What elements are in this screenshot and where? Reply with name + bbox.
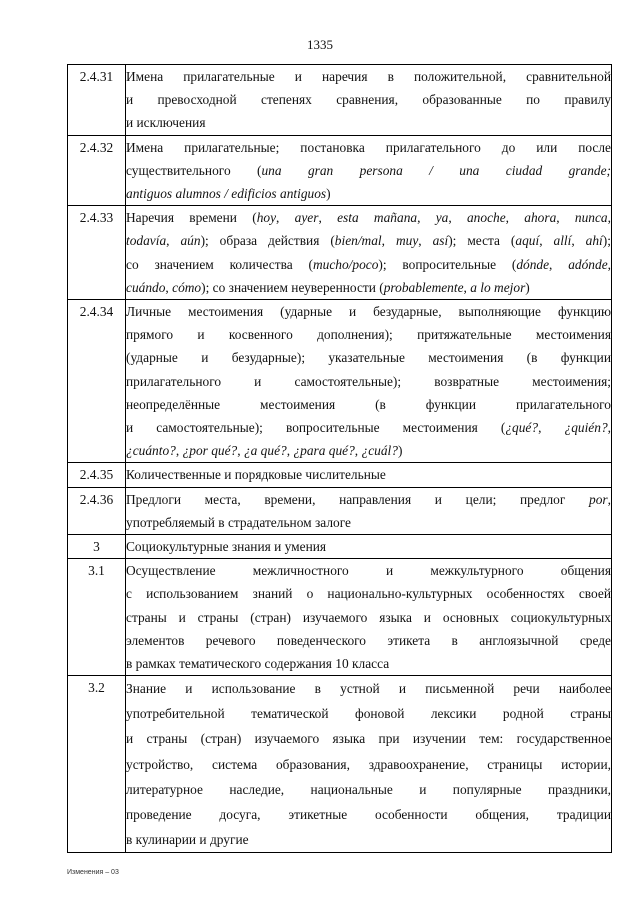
text-line bbox=[126, 726, 611, 751]
text-line bbox=[126, 323, 611, 346]
text-line bbox=[126, 582, 611, 605]
text-segment: и исключения bbox=[126, 115, 206, 131]
page-number: 1335 bbox=[307, 37, 333, 52]
table-body bbox=[68, 65, 612, 853]
row-code: 3.2 bbox=[68, 676, 126, 853]
italic-example: por bbox=[589, 491, 608, 507]
text-line bbox=[126, 535, 611, 558]
row-code: 2.4.32 bbox=[68, 135, 126, 206]
text-segment: и самостоятельные); вопросительные местоимения ( bbox=[126, 420, 506, 436]
text-line bbox=[126, 370, 611, 393]
text-line bbox=[126, 276, 611, 299]
text-line bbox=[126, 416, 611, 439]
italic-example: a lo mejor bbox=[470, 279, 526, 295]
text-segment: неопределённые местоимения (в функции прилагательного bbox=[126, 396, 611, 412]
text-segment: литературное наследие, национальные и популярные праздники, bbox=[126, 781, 611, 797]
table-row bbox=[68, 559, 612, 676]
text-line bbox=[126, 393, 611, 416]
italic-example: ¿a qué? bbox=[243, 443, 287, 459]
italic-example: una gran persona / una ciudad grande; bbox=[261, 162, 611, 178]
italic-example: cómo bbox=[172, 279, 202, 295]
italic-example: ahora bbox=[524, 210, 557, 226]
row-description bbox=[126, 206, 612, 300]
text-segment: ); образа действия ( bbox=[200, 233, 335, 249]
italic-example: ¿para qué? bbox=[293, 443, 355, 459]
text-segment: со значением количества ( bbox=[126, 256, 313, 272]
table-row bbox=[68, 463, 612, 487]
text-segment: в кулинарии и другие bbox=[126, 831, 249, 847]
text-line bbox=[126, 488, 611, 511]
table-row bbox=[68, 535, 612, 559]
italic-example: aquí bbox=[515, 233, 540, 249]
italic-example: anoche bbox=[466, 210, 506, 226]
row-description bbox=[126, 487, 612, 534]
text-segment: Имена прилагательные и наречия в положительной, сравнительной bbox=[126, 69, 611, 84]
text-line bbox=[126, 439, 611, 462]
text-line bbox=[126, 346, 611, 369]
table-row bbox=[68, 676, 612, 853]
text-segment: с использованием знаний о национально-культурных особенностях своей bbox=[126, 586, 611, 602]
italic-example: ayer bbox=[294, 210, 319, 226]
italic-example: allí bbox=[553, 233, 572, 249]
text-segment: , bbox=[165, 279, 173, 295]
table-row bbox=[68, 487, 612, 534]
italic-example: muy bbox=[395, 233, 419, 249]
text-segment: Осуществление межличностного и межкультурного общения bbox=[126, 563, 611, 579]
table-row bbox=[68, 206, 612, 300]
italic-example: dónde bbox=[516, 256, 550, 272]
text-line bbox=[126, 752, 611, 777]
text-line bbox=[126, 629, 611, 652]
italic-example: bien/mal bbox=[334, 233, 382, 249]
text-line bbox=[126, 463, 611, 486]
text-line bbox=[126, 159, 611, 182]
text-segment: , bbox=[166, 233, 181, 249]
italic-example: ahí bbox=[585, 233, 603, 249]
italic-example: cuándo bbox=[126, 279, 166, 295]
italic-example: nunca bbox=[574, 210, 608, 226]
italic-example: probablemente bbox=[383, 279, 464, 295]
text-segment: Имена прилагательные; постановка прилагательного до или после bbox=[126, 139, 611, 155]
text-segment: ) bbox=[525, 279, 530, 295]
text-segment: , bbox=[381, 233, 396, 249]
text-segment: ); места ( bbox=[448, 233, 516, 249]
text-segment: Личные местоимения (ударные и безударные, выполняющие функцию bbox=[126, 304, 611, 320]
text-line bbox=[126, 206, 611, 229]
row-code: 2.4.33 bbox=[68, 206, 126, 300]
text-line bbox=[126, 511, 611, 534]
text-segment: Предлоги места, времени, направления и цели; предлог bbox=[126, 491, 590, 507]
text-segment: , bbox=[538, 420, 565, 436]
text-segment: , bbox=[417, 210, 436, 226]
text-segment: устройство, система образования, здравоохранение, страницы истории, bbox=[126, 756, 611, 772]
text-line bbox=[126, 65, 611, 88]
text-segment: и превосходной степенях сравнения, образованные по правилу bbox=[126, 92, 611, 108]
text-segment: ); вопросительные ( bbox=[378, 256, 517, 272]
italic-example: ¿cuánto? bbox=[126, 443, 176, 459]
row-description bbox=[126, 676, 612, 853]
text-segment: ) bbox=[326, 186, 331, 202]
text-segment: , bbox=[276, 210, 295, 226]
italic-example: todavía bbox=[126, 233, 167, 249]
text-segment: Социокультурные знания и умения bbox=[126, 539, 327, 555]
text-segment: употребляемый в страдательном залоге bbox=[126, 514, 351, 530]
table-row bbox=[68, 135, 612, 206]
text-line bbox=[126, 559, 611, 582]
text-segment: Количественные и порядковые числительные bbox=[126, 467, 386, 483]
text-segment: страны и страны (стран) изучаемого языка и основных социокультурных bbox=[126, 609, 611, 625]
text-segment: (ударные и безударные); указательные местоимения (в функции bbox=[126, 350, 611, 366]
row-description bbox=[126, 65, 612, 136]
italic-example: adónde bbox=[568, 256, 608, 272]
row-code: 3.1 bbox=[68, 559, 126, 676]
text-segment: , bbox=[175, 443, 183, 459]
text-line bbox=[126, 88, 611, 111]
text-segment: , bbox=[505, 210, 525, 226]
row-description bbox=[126, 535, 612, 559]
text-line bbox=[126, 802, 611, 827]
text-segment: , bbox=[539, 233, 554, 249]
text-segment: , bbox=[607, 256, 611, 272]
text-segment: , bbox=[286, 443, 294, 459]
text-segment: и страны (стран) изучаемого языка при изучении тем: государственное bbox=[126, 731, 611, 747]
text-line bbox=[126, 652, 611, 675]
italic-example: ¿cuál? bbox=[361, 443, 398, 459]
row-description bbox=[126, 135, 612, 206]
text-segment: , bbox=[237, 443, 244, 459]
text-line bbox=[126, 136, 611, 159]
row-description bbox=[126, 463, 612, 487]
text-segment: , bbox=[607, 210, 611, 226]
text-segment: , bbox=[463, 279, 471, 295]
italic-example: así bbox=[432, 233, 449, 249]
text-segment: Знание и использование в устной и письменной речи наиболее bbox=[126, 681, 611, 697]
text-line bbox=[126, 676, 611, 701]
text-segment: ) bbox=[397, 443, 403, 459]
text-segment: ); bbox=[602, 233, 611, 249]
table-row bbox=[68, 300, 612, 463]
text-line bbox=[126, 701, 611, 726]
text-segment: , bbox=[549, 256, 569, 272]
row-code: 2.4.35 bbox=[68, 463, 126, 487]
italic-example: ¿qué? bbox=[505, 420, 539, 436]
text-segment: Наречия времени ( bbox=[126, 210, 257, 226]
text-segment: в рамках тематического содержания 10 класса bbox=[126, 656, 390, 672]
italic-example: mucho/poco bbox=[312, 256, 379, 272]
text-segment: употребительной тематической фоновой лексики родной страны bbox=[126, 706, 611, 722]
italic-example: aún bbox=[180, 233, 201, 249]
text-segment: прямого и косвенного дополнения); притяжательные местоимения bbox=[126, 327, 611, 343]
text-segment: , bbox=[448, 210, 467, 226]
text-segment: , bbox=[556, 210, 575, 226]
text-line bbox=[126, 300, 611, 323]
italic-example: ya bbox=[435, 210, 449, 226]
text-line bbox=[126, 777, 611, 802]
text-segment: ); со значением неуверенности ( bbox=[201, 279, 384, 295]
row-code: 2.4.31 bbox=[68, 65, 126, 136]
text-segment: проведение досуга, этикетные особенности общения, традиции bbox=[126, 806, 611, 822]
text-line bbox=[126, 182, 611, 205]
text-segment: элементов речевого поведенческого этикета в англоязычной среде bbox=[126, 632, 611, 648]
text-segment: , bbox=[318, 210, 338, 226]
row-code: 3 bbox=[68, 535, 126, 559]
text-line bbox=[126, 606, 611, 629]
footer-revision-note: Изменения – 03 bbox=[67, 869, 119, 876]
italic-example: esta mañana bbox=[337, 210, 418, 226]
text-line bbox=[126, 229, 611, 252]
table-row bbox=[68, 65, 612, 136]
row-description bbox=[126, 559, 612, 676]
text-line bbox=[126, 253, 611, 276]
text-segment: существительного ( bbox=[126, 162, 262, 178]
row-description bbox=[126, 300, 612, 463]
text-line bbox=[126, 827, 611, 852]
italic-example: ¿por qué? bbox=[182, 443, 238, 459]
text-line bbox=[126, 111, 611, 134]
italic-example: hoy bbox=[256, 210, 277, 226]
italic-example: antiguos alumnos / edificios antiguos bbox=[126, 186, 327, 202]
row-code: 2.4.34 bbox=[68, 300, 126, 463]
curriculum-table bbox=[67, 64, 612, 853]
text-segment: , bbox=[418, 233, 433, 249]
row-code: 2.4.36 bbox=[68, 487, 126, 534]
text-segment: , bbox=[354, 443, 362, 459]
text-segment: , bbox=[571, 233, 586, 249]
text-segment: , bbox=[607, 491, 611, 507]
text-segment: прилагательного и самостоятельные); возвратные местоимения; bbox=[126, 373, 611, 389]
italic-example: ¿quién? bbox=[564, 420, 608, 436]
text-segment: , bbox=[607, 420, 611, 436]
